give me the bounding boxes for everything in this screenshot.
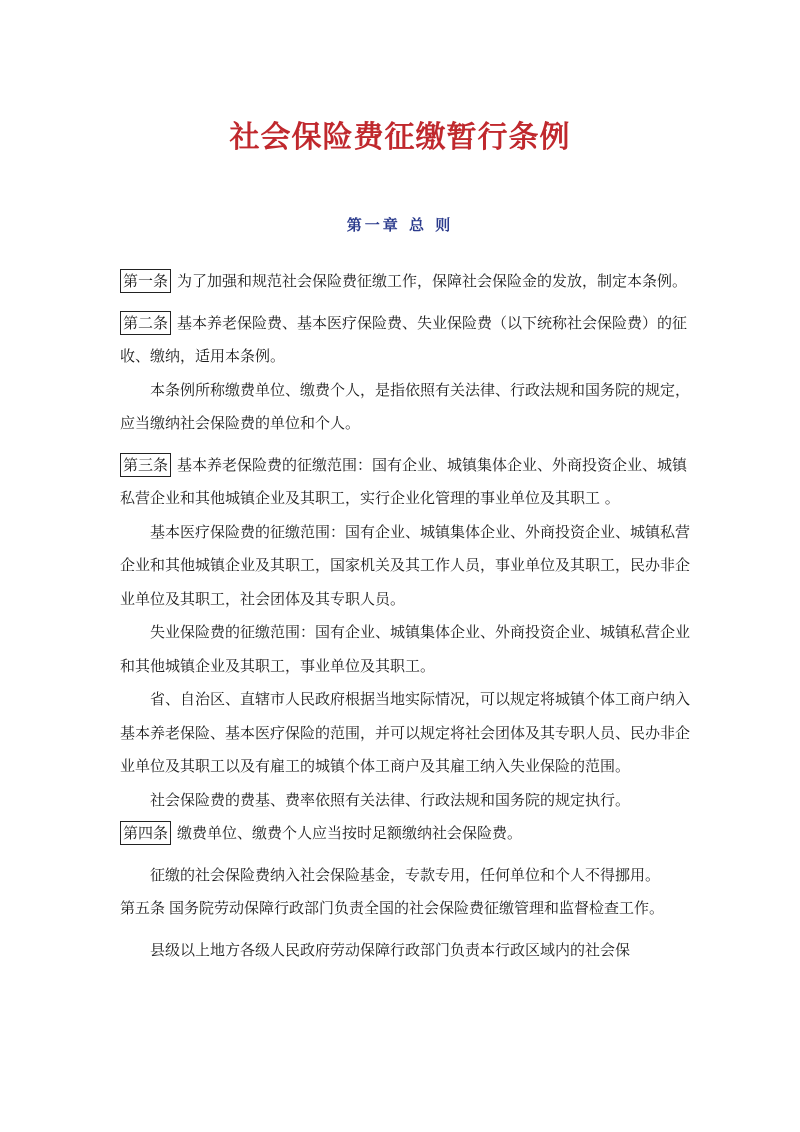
article-text: 为了加强和规范社会保险费征缴工作，保障社会保险金的发放，制定本条例。 — [177, 272, 688, 290]
article-4 — [120, 817, 695, 851]
article-text: 基本养老保险费的征缴范围：国有企业、城镇集体企业、外商投资企业、城镇私营企业和其他城镇企业及其职工，实行企业化管理的事业单位及其职工 。 — [120, 455, 688, 507]
article-paragraph: 本条例所称缴费单位、缴费个人，是指依照有关法律、行政法规和国务院的规定，应当缴纳社会保险费的单位和个人。 — [120, 380, 691, 432]
article-label: 第五条 — [120, 899, 166, 917]
article-label: 第三条 — [120, 453, 171, 477]
article-5 — [120, 892, 695, 926]
article-text: 缴费单位、缴费个人应当按时足额缴纳社会保险费。 — [177, 824, 523, 842]
document-body — [120, 265, 695, 967]
article-2 — [120, 307, 695, 374]
article-text: 国务院劳动保障行政部门负责全国的社会保险费征缴管理和监督检查工作。 — [169, 899, 665, 917]
article-label: 第二条 — [120, 311, 171, 335]
document-title: 社会保险费征缴暂行条例 — [229, 120, 571, 155]
article-paragraph: 失业保险费的征缴范围：国有企业、城镇集体企业、外商投资企业、城镇私营企业和其他城镇企业及其职工，事业单位及其职工。 — [120, 623, 691, 675]
article-label: 第一条 — [120, 269, 171, 293]
article-paragraph: 县级以上地方各级人民政府劳动保障行政部门负责本行政区域内的社会保 — [150, 940, 631, 959]
article-paragraph: 基本医疗保险费的征缴范围：国有企业、城镇集体企业、外商投资企业、城镇私营企业和其他城镇企业及其职工，国家机关及其工作人员，事业单位及其职工，民办非企业单位及其职工，社会团体及其专职人员。 — [120, 522, 691, 608]
article-label: 第四条 — [120, 821, 171, 845]
article-paragraph: 省、自治区、直辖市人民政府根据当地实际情况，可以规定将城镇个体工商户纳入基本养老保险、基本医疗保险的范围，并可以规定将社会团体及其专职人员、民办非企业单位及其职工以及有雇工的城镇个体工商户及其雇工纳入失业保险的范围。 — [120, 690, 691, 775]
article-paragraph: 社会保险费的费基、费率依照有关法律、行政法规和国务院的规定执行。 — [150, 790, 631, 809]
article-3 — [120, 449, 695, 516]
article-text: 基本养老保险费、基本医疗保险费、失业保险费（以下统称社会保险费）的征收、缴纳，适用本条例。 — [120, 313, 688, 365]
article-paragraph: 征缴的社会保险费纳入社会保险基金，专款专用，任何单位和个人不得挪用。 — [150, 865, 661, 884]
chapter-heading: 第一章 总 则 — [346, 216, 454, 234]
article-1 — [120, 265, 695, 299]
